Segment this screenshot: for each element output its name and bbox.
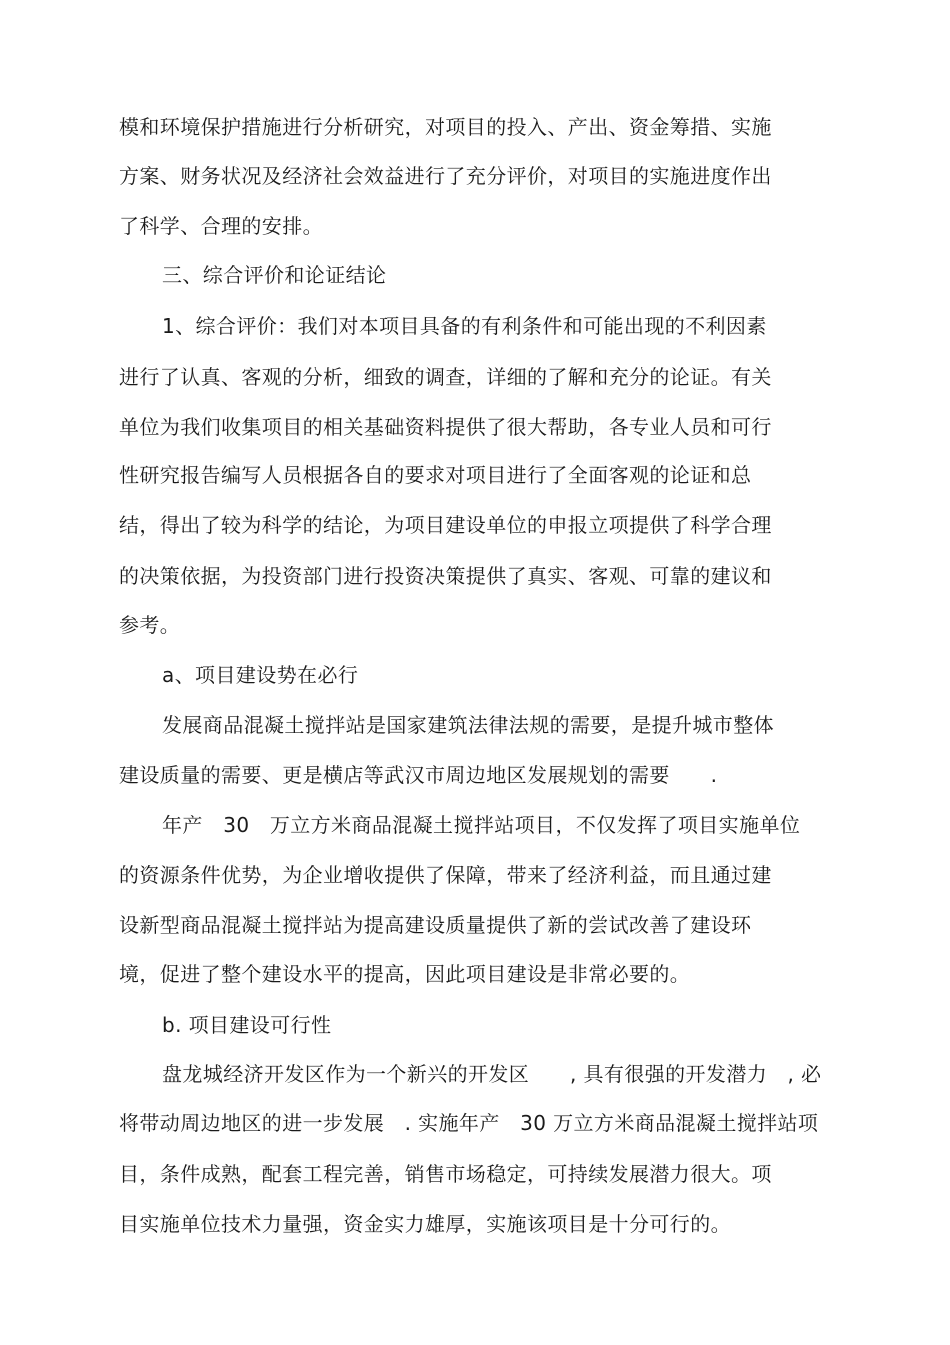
text-line-15: 年产 30 万立方米商品混凝土搅拌站项目，不仅发挥了项目实施单位 [162,813,801,837]
subheading-a: a、项目建设势在必行 [162,663,359,687]
text-line-5: 1、综合评价：我们对本项目具备的有利条件和可能出现的不利因素 [162,314,767,338]
text-line-23: 目实施单位技术力量强，资金实力雄厚，实施该项目是十分可行的。 [119,1212,731,1236]
text-line-21: 将带动周边地区的进一步发展 . 实施年产 30 万立方米商品混凝土搅拌站项 [119,1111,819,1135]
text-line-17: 设新型商品混凝土搅拌站为提高建设质量提供了新的尝试改善了建设环 [119,913,752,937]
text-line-18: 境，促进了整个建设水平的提高，因此项目建设是非常必要的。 [119,962,691,986]
text-line-7: 单位为我们收集项目的相关基础资料提供了很大帮助，各专业人员和可行 [119,415,772,439]
text-line-16: 的资源条件优势，为企业增收提供了保障，带来了经济利益，而且通过建 [119,863,772,887]
text-line-14: 建设质量的需要、更是横店等武汉市周边地区发展规划的需要 . [119,763,718,787]
text-line-13: 发展商品混凝土搅拌站是国家建筑法律法规的需要，是提升城市整体 [162,713,774,737]
text-line-2: 方案、财务状况及经济社会效益进行了充分评价，对项目的实施进度作出 [119,164,772,188]
section-heading-3: 三、综合评价和论证结论 [162,263,387,287]
text-line-11: 参考。 [119,613,181,637]
text-line-9: 结，得出了较为科学的结论，为项目建设单位的申报立项提供了科学合理 [119,513,772,537]
text-line-3: 了科学、合理的安排。 [119,214,323,238]
text-line-20: 盘龙城经济开发区作为一个新兴的开发区 , 具有很强的开发潜力 , 必 [162,1062,822,1086]
text-line-6: 进行了认真、客观的分析，细致的调查，详细的了解和充分的论证。有关 [119,365,772,389]
text-line-22: 目，条件成熟，配套工程完善，销售市场稳定，可持续发展潜力很大。项 [119,1162,772,1186]
text-line-1: 模和环境保护措施进行分析研究，对项目的投入、产出、资金筹措、实施 [119,115,772,139]
text-line-10: 的决策依据，为投资部门进行投资决策提供了真实、客观、可靠的建议和 [119,564,772,588]
subheading-b: b. 项目建设可行性 [162,1013,332,1037]
text-line-8: 性研究报告编写人员根据各自的要求对项目进行了全面客观的论证和总 [119,463,752,487]
